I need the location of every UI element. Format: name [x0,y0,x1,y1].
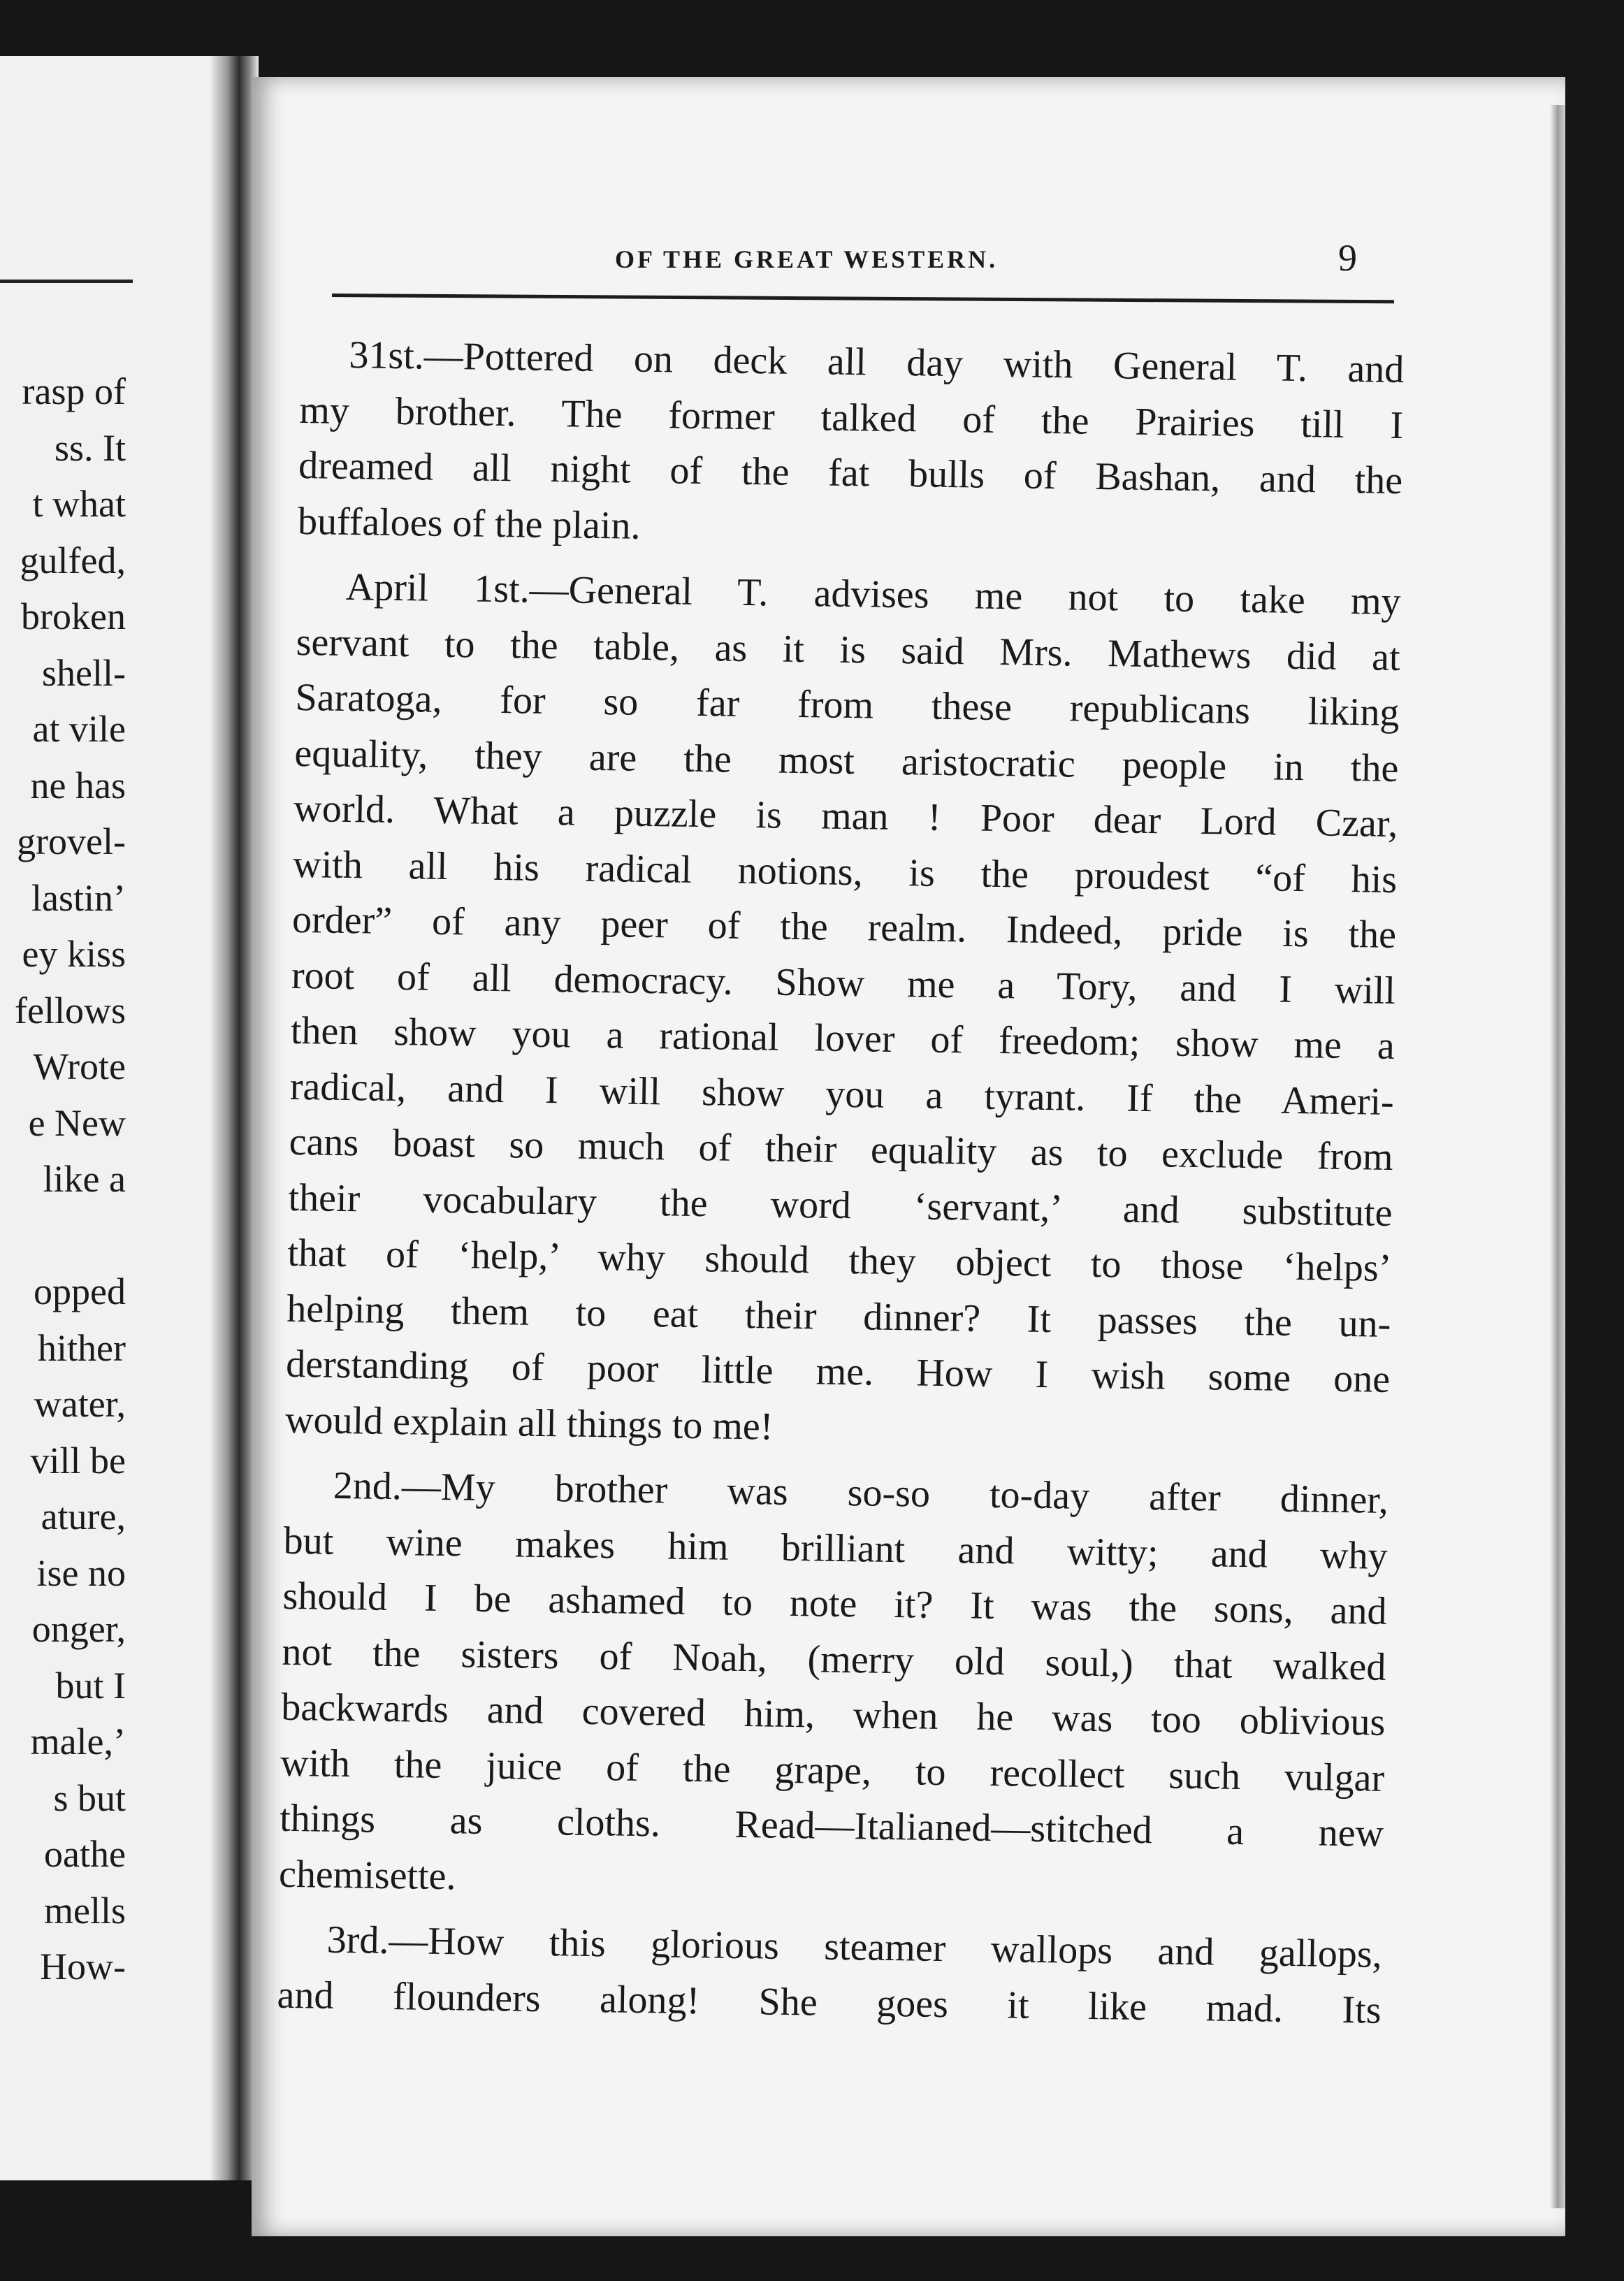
text-line: but wine makes him brilliant and witty; and why [283,1519,1389,1578]
left-page-rule [0,280,133,283]
text-line: and flounders along! She goes it like mad. Its [277,1973,1382,2032]
text-line: April 1st.—General T. advises me not to take my [345,565,1402,624]
text-line: 31st.—Pottered on deck all day with General T. and [349,333,1405,392]
text-line: root of all democracy. Show me a Tory, and I will [291,953,1396,1013]
text-line: should I be ashamed to note it? It was the sons, and [282,1574,1387,1633]
left-line: lastin’ [31,876,126,919]
text-line: then show you a rational lover of freedom; show me a [290,1008,1395,1068]
text-line: not the sisters of Noah, (merry old soul,) that walked [282,1630,1386,1689]
text-line: backwards and covered him, when he was too oblivious [280,1685,1386,1744]
text-line: world. What a puzzle is man ! Poor dear Lord Czar, [293,786,1398,846]
left-line: s but [53,1776,126,1819]
left-line: fellows [15,989,126,1031]
left-page-text [0,363,126,1995]
right-page [252,77,1565,2236]
header-rule [332,294,1394,303]
left-line: opped [34,1270,126,1312]
text-line: helping them to eat their dinner? It passes the un- [286,1287,1391,1346]
left-line [0,1208,126,1264]
left-line: ss. It [54,426,126,469]
text-line: dreamed all night of the fat bulls of Bashan, and the [298,443,1403,503]
text-line: things as cloths. Read—Italianed—stitched a new [279,1796,1384,1855]
left-line: at vile [32,708,126,750]
left-line: hither [38,1326,126,1369]
text-line: buffaloes of the plain. [297,499,641,548]
left-line: grovel- [17,820,126,862]
left-line: t what [32,483,126,525]
left-line: broken [21,595,126,637]
left-line: water, [34,1383,126,1425]
text-line: cans boast so much of their equality as to exclude from [289,1120,1393,1179]
text-line: would explain all things to me! [284,1398,774,1449]
text-line: derstanding of poor little me. How I wish some one [285,1342,1391,1401]
left-line: vill be [30,1439,126,1482]
left-line: e New [28,1101,126,1144]
text-line: equality, they are the most aristocratic people in the [294,731,1399,790]
body-text [277,327,1405,2039]
text-line: servant to the table, as it is said Mrs. Mathews did at [296,620,1400,679]
left-line: ey kiss [22,933,126,975]
left-line: shell- [42,651,126,694]
text-line: their vocabulary the word ‘servant,’ and substitute [288,1175,1393,1235]
left-line: onger, [31,1608,126,1650]
text-line: 2nd.—My brother was so-so to-day after dinner, [333,1463,1389,1522]
left-facing-page [0,56,231,2180]
left-line: ne has [30,764,126,806]
text-line: chemisette. [278,1852,456,1898]
left-line: rasp of [22,370,126,412]
text-line: my brother. The former talked of the Prairies till I [298,388,1404,447]
left-line: ise no [36,1551,126,1594]
left-line: like a [43,1158,126,1200]
left-line: but I [55,1664,126,1707]
text-line: 3rd.—How this glorious steamer wallops and gallops, [326,1918,1383,1976]
left-line: gulfed, [20,539,126,581]
text-line: Saratoga, for so far from these republicans liking [295,675,1400,735]
left-line: male,’ [30,1721,126,1762]
running-head: OF THE GREAT WESTERN. [615,245,999,273]
page-number: 9 [1338,237,1357,279]
text-line: that of ‘help,’ why should they object to those ‘helps’ [287,1231,1392,1290]
page-edge [1550,105,1565,2208]
left-line: How- [40,1946,126,1987]
text-line: with the juice of the grape, to recollect such vulgar [280,1741,1385,1800]
text-line: order” of any peer of the realm. Indeed, pride is the [291,897,1397,957]
text-line: with all his radical notions, is the proudest “of his [292,842,1398,901]
left-line: Wrote [33,1045,126,1087]
text-line: radical, and I will show you a tyrant. If the Ameri- [289,1064,1395,1124]
left-line: mells [44,1889,126,1932]
left-line: ature, [41,1496,126,1537]
left-line: oathe [44,1833,126,1875]
